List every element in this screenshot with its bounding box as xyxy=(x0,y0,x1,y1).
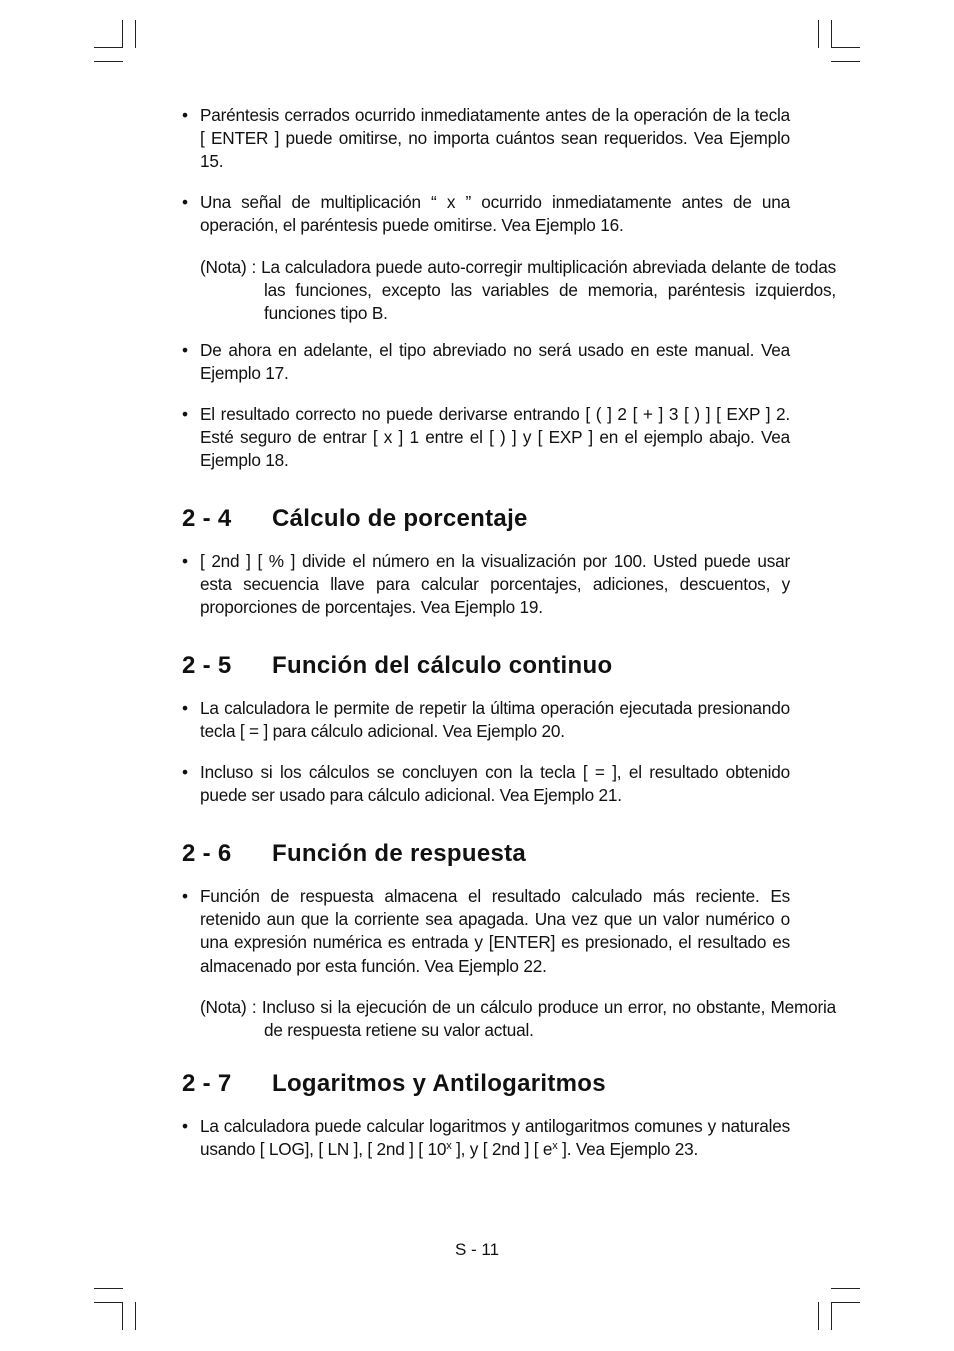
paragraph-text: De ahora en adelante, el tipo abreviado no será usado en este manual. Vea Ejemplo 17. xyxy=(200,340,790,384)
bullet-icon: • xyxy=(182,762,188,782)
paragraph-text: Una señal de multiplicación “ x ” ocurrido inmediatamente antes de una operación, el paréntesis puede omitirse. Vea Ejemplo 16. xyxy=(200,192,790,236)
bullet-paragraph xyxy=(182,761,790,807)
section-heading-2-6 xyxy=(182,840,526,868)
bullet-icon: • xyxy=(182,551,188,571)
bullet-paragraph xyxy=(182,104,790,174)
section-number: 2 - 6 xyxy=(182,840,232,867)
bullet-icon: • xyxy=(182,340,188,360)
section-number: 2 - 4 xyxy=(182,505,232,532)
section-title: Cálculo de porcentaje xyxy=(272,505,528,532)
paragraph-text: La calculadora le permite de repetir la última operación ejecutada presionando tecla [ = ] para cálculo adicional. Vea Ejemplo 20. xyxy=(200,698,790,742)
section-heading-2-5 xyxy=(182,652,612,680)
section-heading-2-7 xyxy=(182,1070,606,1098)
superscript-x: x xyxy=(552,1140,558,1153)
bullet-icon: • xyxy=(182,1116,188,1136)
section-title: Función de respuesta xyxy=(272,840,527,867)
paragraph-text: El resultado correcto no puede derivarse entrando [ ( ] 2 [ + ] 3 [ ) ] [ EXP ] 2. Esté seguro de entrar [ x ] 1 entre el [ ) ] y [ EXP ] en el ejemplo abajo. Vea Ejemplo 18. xyxy=(200,404,790,471)
section-number: 2 - 7 xyxy=(182,1070,232,1097)
paragraph-text: Incluso si los cálculos se concluyen con la tecla [ = ], el resultado obtenido puede ser usado para cálculo adicional. Vea Ejemplo 21. xyxy=(200,762,790,806)
bullet-paragraph xyxy=(182,1115,790,1161)
page-number: S - 11 xyxy=(454,1240,500,1259)
bullet-icon: • xyxy=(182,404,188,424)
note-text: (Nota) : La calculadora puede auto-corregir multiplicación abreviada delante de todas las funciones, excepto las variables de memoria, paréntesis izquierdos, funciones tipo B. xyxy=(200,257,836,324)
bullet-paragraph xyxy=(182,697,790,743)
note-text: (Nota) : Incluso si la ejecución de un cálculo produce un error, no obstante, Memoria de respuesta retiene su valor actual. xyxy=(200,997,836,1041)
paragraph-text: [ 2nd ] [ % ] divide el número en la visualización por 100. Usted puede usar esta secuencia llave para calcular porcentajes, adiciones, descuentos, y proporciones de porcentajes. Vea Ejemplo 19. xyxy=(200,551,790,618)
bullet-icon: • xyxy=(182,105,188,125)
paragraph-text-b: ], y [ 2nd ] [ e xyxy=(451,1139,553,1160)
paragraph-text: Función de respuesta almacena el resultado calculado más reciente. Es retenido aun que la corriente sea apagada. Una vez que un valor numérico o una expresión numérica es entrada y [ENTER] es presionado, el resultado es almacenado por esta función. Vea Ejemplo 22. xyxy=(200,886,790,976)
bullet-paragraph xyxy=(182,339,790,385)
bullet-icon: • xyxy=(182,698,188,718)
paragraph-text-a: La calculadora puede calcular logaritmos y antilogaritmos comunes y naturales usando [ LOG], [ LN ], [ 2nd ] [ 10 xyxy=(200,1116,790,1160)
bullet-paragraph xyxy=(182,550,790,620)
section-heading-2-4 xyxy=(182,505,528,533)
bullet-icon: • xyxy=(182,886,188,906)
paragraph-text: Paréntesis cerrados ocurrido inmediatamente antes de la operación de la tecla [ ENTER ] puede omitirse, no importa cuántos sean requeridos. Vea Ejemplo 15. xyxy=(200,105,790,172)
bullet-paragraph xyxy=(182,403,790,473)
bullet-paragraph xyxy=(182,885,790,978)
bullet-icon: • xyxy=(182,192,188,212)
note-paragraph xyxy=(200,996,836,1042)
superscript-x: x xyxy=(446,1140,452,1153)
paragraph-text-c: ]. Vea Ejemplo 23. xyxy=(557,1139,699,1160)
section-title: Logaritmos y Antilogaritmos xyxy=(272,1070,606,1097)
note-paragraph xyxy=(200,256,836,326)
section-number: 2 - 5 xyxy=(182,652,232,679)
bullet-paragraph xyxy=(182,191,790,237)
section-title: Función del cálculo continuo xyxy=(272,652,613,679)
